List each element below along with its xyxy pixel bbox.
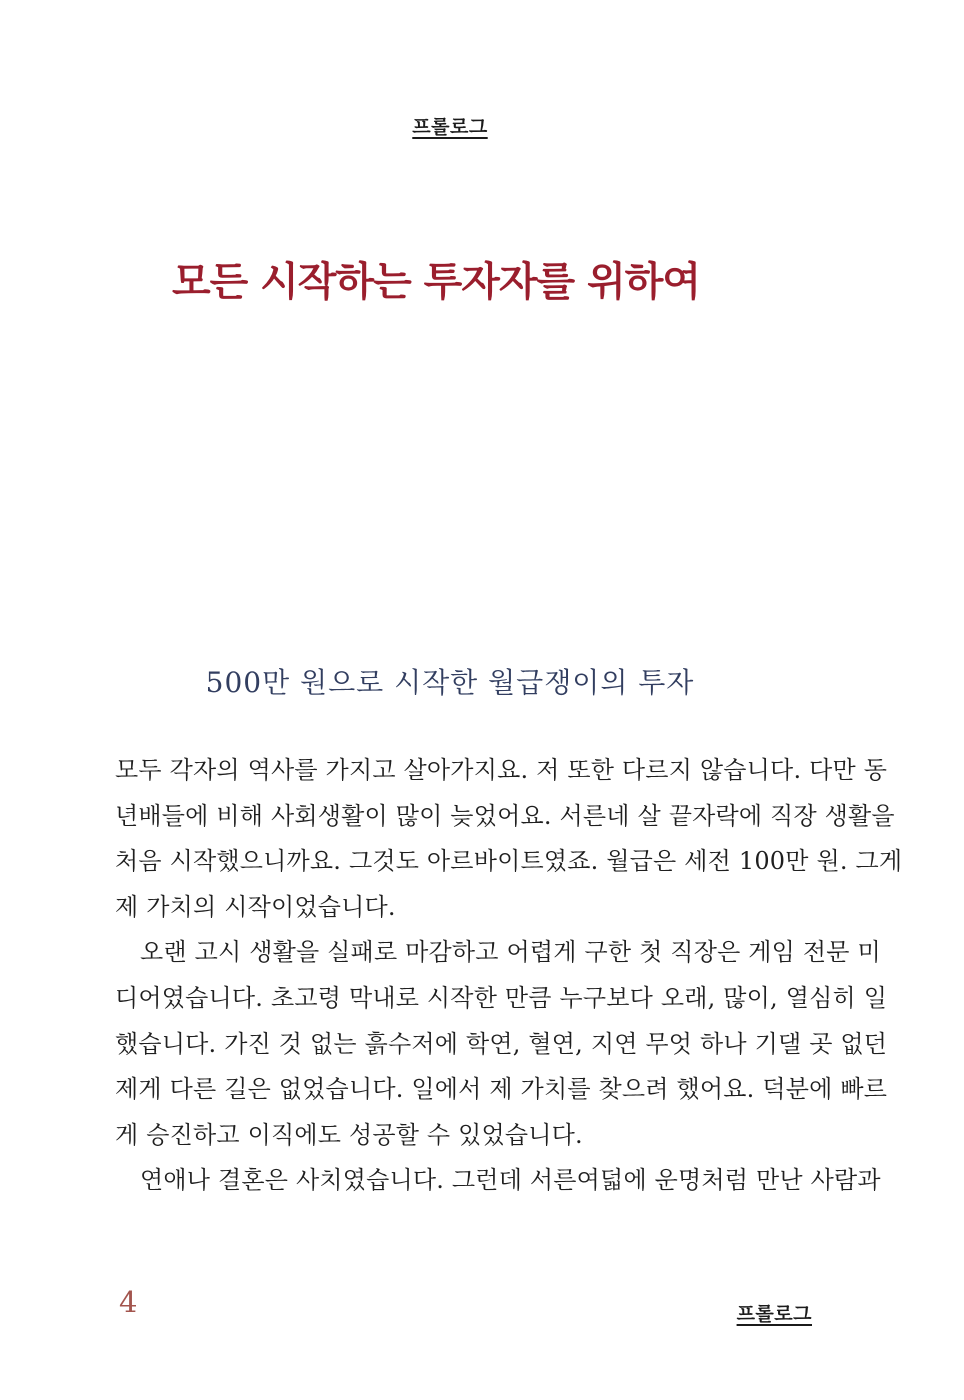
body-text <box>115 748 903 1204</box>
body-line: 게 승진하고 이직에도 성공할 수 있었습니다. <box>115 1120 583 1149</box>
running-header <box>100 112 800 139</box>
running-footer <box>737 1299 812 1326</box>
body-line: 제게 다른 길은 없었습니다. 일에서 제 가치를 찾으려 했어요. 덕분에 빠르 <box>115 1075 888 1104</box>
section-subtitle: 500만 원으로 시작한 월급쟁이의 투자 <box>205 666 695 699</box>
running-footer-text: 프롤로그 <box>736 1303 812 1325</box>
body-line: 제 가치의 시작이었습니다. <box>115 892 396 921</box>
body-line: 모두 각자의 역사를 가지고 살아가지요. 저 또한 다르지 않습니다. 다만 동 <box>115 756 888 784</box>
body-line: 처음 시작했으니까요. 그것도 아르바이트였죠. 월급은 세전 100만 원. 그게 <box>115 847 903 876</box>
running-header-text: 프롤로그 <box>412 116 488 138</box>
chapter-title: 모든 시작하는 투자자를 위하여 <box>171 258 701 305</box>
body-line: 오랜 고시 생활을 실패로 마감하고 어렵게 구한 첫 직장은 게임 전문 미 <box>140 938 881 967</box>
body-line: 했습니다. 가진 것 없는 흙수저에 학연, 혈연, 지연 무엇 하나 기댈 곳 없던 <box>115 1029 888 1058</box>
body-line: 연애나 결혼은 사치였습니다. 그런데 서른여덟에 운명처럼 만난 사람과 <box>140 1166 881 1195</box>
page-number: 4 <box>119 1285 138 1319</box>
body-line: 년배들에 비해 사회생활이 많이 늦었어요. 서른네 살 끝자락에 직장 생활을 <box>115 801 895 830</box>
body-line: 디어였습니다. 초고령 막내로 시작한 만큼 누구보다 오래, 많이, 열심히 일 <box>115 983 888 1012</box>
